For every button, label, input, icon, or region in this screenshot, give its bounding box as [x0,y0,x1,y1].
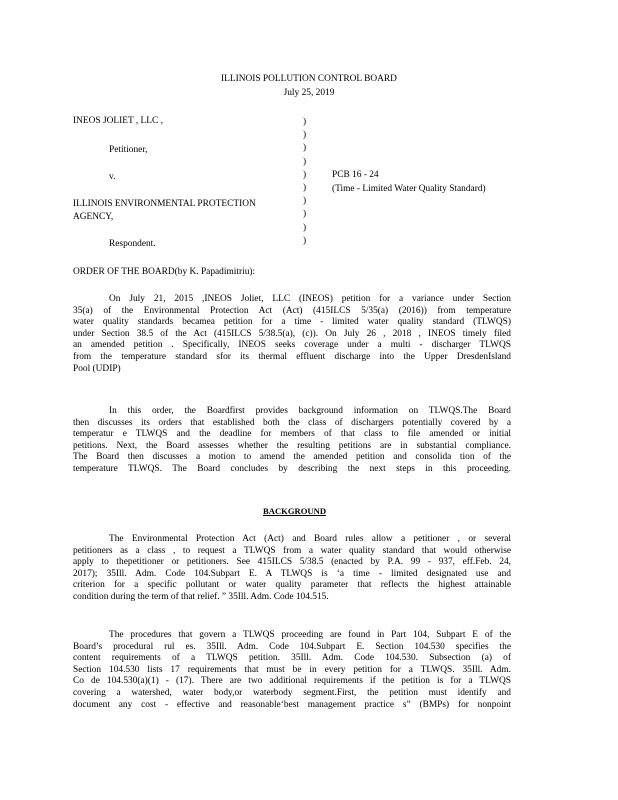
case-number: PCB 16 - 24 [332,170,379,180]
paragraph-line: The Environmental Protection Act (Act) and Board rules allow a petitioner , or several [109,534,511,544]
paragraph-line: petitioners as a class , to request a TLWQS from a water quality standard that would otherwise [73,545,511,556]
order-heading: ORDER OF THE BOARD(by K. Papadimitriu): [73,267,256,277]
respondent-name-line2: AGENCY, [73,212,114,222]
respondent-label: Respondent. [109,239,156,249]
paragraph-procedures [73,630,511,711]
case-type: (Time - Limited Water Quality Standard) [332,184,486,194]
paragraph-line: apply to thepetitioner or petitioners. See 415ILCS 5/38.5 (enacted by P.A. 99 - 937, eff.Feb. 24, [73,557,511,568]
paragraph-line: content requirements of a TLWQS petition. 35Ill. Adm. Code 104.530. Subsection (a) of [73,653,511,664]
paragraph-line: from the temperature standard sfor its thermal effluent discharge into the Upper DresdenIsland [73,351,511,362]
respondent-name-line1: ILLINOIS ENVIRONMENTAL PROTECTION [73,199,256,209]
paragraph-line: covering a watershed, water body,or waterbody segment.First, the petition must identify and [73,687,511,698]
paragraph-line: temperatur e TLWQS and the deadline for members of that class to file amended or initial [73,429,511,440]
background-heading: BACKGROUND [263,506,327,516]
paragraph-line: under Section 38.5 of the Act (415ILCS 5/38.5(a), (c)). On July 26 , 2018 , INEOS timely filed [73,328,511,339]
paragraph-overview [73,406,511,476]
paragraph-line: 35(a) of the Environmental Protection Act (Act) (415ILCS 5/35(a) (2016)) from temperature [73,305,511,316]
paragraph-line: On July 21, 2015 ,INEOS Joliet, LLC (INEOS) petition for a variance under Section [109,294,511,304]
paragraph-background [73,534,511,604]
paragraph-line: document any cost - effective and reasonable‘best management practice s” (BMPs) for nonpoint [73,699,511,710]
paragraph-line: The Board then discusses a motion to amend the amended petition and consolida tion of the [73,452,511,463]
versus-label: v. [109,172,116,182]
petitioner-label: Petitioner, [109,145,148,155]
paragraph-line: an amended petition . Specifically, INEOS seeks coverage under a multi - discharger TLWQS [73,340,511,351]
paragraph-line: Pool (UDIP) [73,363,121,374]
petitioner-name: INEOS JOLIET , LLC , [73,116,163,126]
paragraph-line: then discusses its orders that established both the class of dischargers potentially covered by a [73,417,511,428]
paragraph-line: water quality standards becamea petition for a time - limited water quality standard (TLWQS) [73,317,511,328]
paragraph-line: The procedures that govern a TLWQS proceeding are found in Part 104, Subpart E of the [109,630,511,640]
paragraph-line: Board’s procedural rul es. 35Ill. Adm. Code 104.Subpart E. Section 104.530 specifies the [73,641,511,652]
paragraph-line: petitions. Next, the Board assesses whether the resulting petitions are in substantial compliance. [73,440,511,451]
board-title: ILLINOIS POLLUTION CONTROL BOARD [221,74,397,84]
paragraph-line: condition during the term of that relief. ” 35Ill. Adm. Code 104.515. [73,591,329,602]
paragraph-line: Co de 104.530(a)(1) - (17). There are two additional requirements if the petition is for a TLWQS [73,676,511,687]
paragraph-line: criterion for a specific pollutant or water quality parameter that reflects the highest attainable [73,580,511,591]
caption-parentheses: ) ) ) ) ) ) ) ) ) ) [303,117,307,246]
paragraph-introduction [73,294,511,375]
order-date: July 25, 2019 [283,88,335,98]
paragraph-line: 2017); 35Ill. Adm. Code 104.Subpart E. A TLWQS is ‘a time - limited designated use and [73,568,511,579]
paragraph-line: temperature TLWQS. The Board concludes by describing the next steps in this proceeding. [73,463,511,474]
paragraph-line: Section 104.530 lists 17 requirements that must be in every petition for a TLWQS. 35Ill. Adm. [73,664,511,675]
paragraph-line: In this order, the Boardfirst provides background information on TLWQS.The Board [109,406,511,416]
